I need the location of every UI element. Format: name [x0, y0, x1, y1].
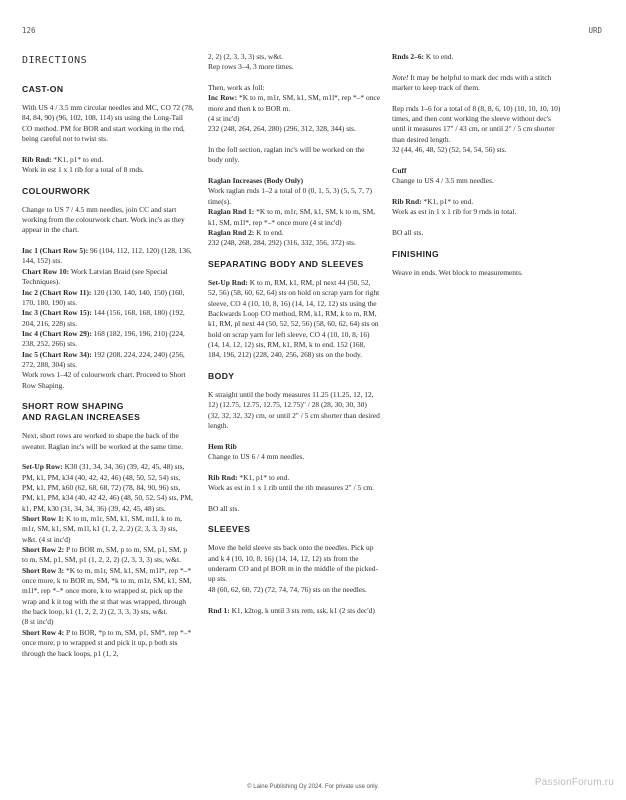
instruction-text: P to BOR m, SM, p to m, SM, p1, SM, p to m, SM, p1, SM, p1 (1, 2, 2, 2) (2, 3, 3, 3) sts, w&t.	[22, 545, 188, 565]
instruction-label: Rnd 1:	[208, 605, 230, 615]
paragraph: Weave in ends. Wet block to measurements.	[392, 267, 523, 277]
instruction-text: K1, k2tog, k until 3 sts rem, ssk, k1 (2 sts dec'd)	[229, 605, 375, 615]
instruction-text: *K1, p1* to end.	[51, 154, 104, 164]
paragraph: K straight until the body measures 11.25 (11.25, 12, 12, 12) (12.75, 12.75, 12.75, 12.75)" / 28 (28, 30, 30, 30) (32, 32, 32, 32) cm, or until 2" / 5 cm shorter than desired length.	[208, 389, 380, 430]
instruction-line	[392, 52, 564, 62]
instruction-text: *K to m, m1r, SM, k1, SM, k to m, SM, k1, SM, m1l*, rep *–* once more (4 st inc'd)	[208, 207, 376, 227]
note-paragraph	[392, 73, 564, 94]
instruction-label: Inc 3 (Chart Row 15):	[22, 308, 92, 318]
paragraph: Next, short rows are worked to shape the back of the sweater. Raglan inc's will be worked at the same time.	[22, 431, 183, 451]
instruction-label: Short Row 2:	[22, 545, 65, 555]
subsection-title-cuff: Cuff	[392, 165, 407, 175]
instruction-line	[208, 606, 380, 616]
instruction-line	[22, 566, 194, 618]
instruction-label: Set-Up Row:	[22, 462, 63, 472]
column-3	[392, 52, 564, 288]
instruction-line	[22, 350, 194, 371]
instruction-label: Inc 2 (Chart Row 11):	[22, 287, 92, 297]
note-label: Note!	[392, 72, 409, 82]
paragraph: Work raglan rnds 1–2 a total of 0 (0, 1, 5, 3) (5, 5, 7, 7) time(s).	[208, 186, 373, 206]
instruction-text: 144 (156, 168, 168, 180) (192, 204, 216, 228) sts.	[22, 308, 185, 328]
instruction-label: Short Row 4:	[22, 627, 65, 637]
section-heading-sleeves: SLEEVES	[208, 524, 251, 535]
instruction-line	[392, 197, 564, 207]
brand-name: URD	[588, 26, 602, 35]
instruction-label: Inc 1 (Chart Row 5):	[22, 246, 89, 256]
paragraph: In the foll section, raglan inc's will be worked on the body only.	[208, 145, 365, 165]
subsection-title-hem-rib: Hem Rib	[208, 441, 237, 451]
instruction-label: Raglan Rnd 2:	[208, 227, 255, 237]
instruction-text: 120 (130, 140, 140, 150) (160, 170, 180, 190) sts.	[22, 287, 185, 307]
instruction-line	[22, 462, 194, 514]
instruction-text: *K1, p1* to end.	[237, 472, 290, 482]
paragraph: BO all sts.	[392, 227, 424, 237]
paragraph: 2, 2) (2, 3, 3, 3) sts, w&t. Rep rows 3–4, 3 more times.	[208, 52, 294, 72]
instruction-line	[22, 267, 194, 288]
section-heading-cast-on: CAST-ON	[22, 84, 64, 94]
page-number: 126	[22, 26, 36, 35]
section-heading-finishing: FINISHING	[392, 248, 440, 259]
column-2	[208, 52, 380, 626]
instruction-text: *K1, p1* to end.	[421, 196, 474, 206]
instruction-label: Rib Rnd:	[392, 196, 422, 206]
instruction-text: K to m, m1r, SM, k1, SM, m1l, k to m, m1r, SM, k1, SM, m1l, k1 (1, 2, 2, 2) (2, 3, 3, 3) sts, w&t. (4 st inc'd)	[22, 514, 183, 544]
instruction-label: Raglan Rnd 1:	[208, 207, 255, 217]
watermark: PassionForum.ru	[534, 777, 614, 788]
instruction-label: Short Row 3:	[22, 565, 65, 575]
instruction-label: Short Row 1:	[22, 514, 65, 524]
instruction-label: Rib Rnd:	[208, 472, 238, 482]
paragraph: BO all sts.	[208, 503, 240, 513]
instruction-text: 168 (182, 196, 196, 210) (224, 238, 252, 266) sts.	[22, 328, 185, 349]
instruction-line	[22, 514, 194, 545]
heading-line: AND RAGLAN INCREASES	[22, 412, 141, 423]
instruction-line	[22, 628, 194, 659]
paragraph: Rep rnds 1–6 for a total of 8 (8, 8, 6, 10) (10, 10, 10, 10) times, and then cont working the sleeve without dec's until it measures 17" / 43 cm, or until 2" / 5 cm shorter than desired length. 32 (44, 46, 48, 52) (52, 54, 54, 56) sts.	[392, 103, 561, 155]
instruction-line	[22, 288, 194, 309]
copyright-footer: © Laine Publishing Oy 2024. For private use only.	[247, 784, 379, 790]
section-heading-short-row	[22, 401, 194, 423]
paragraph: 232 (248, 268, 284, 292) (316, 332, 356, 372) sts.	[208, 238, 356, 248]
column-1	[22, 78, 194, 659]
instruction-line	[22, 246, 194, 267]
instruction-text: *K to m, m1r, SM, k1, SM, m1l*, rep *–* once more, k to BOR m, SM, *k to m, m1r, SM, k1, SM, m1l*, rep *–* once more, k to wrapped st, pick up the wrap and k it tog with the st that was wrapped, through the back loop, k1 (1, 2, 2, 2) (2, 3, 3, 3) sts, w&t.	[22, 565, 192, 617]
instruction-line	[208, 278, 380, 361]
paragraph: Change to US 6 / 4 mm needles.	[208, 452, 305, 462]
instruction-line	[208, 93, 380, 114]
instruction-label: Inc 4 (Chart Row 29):	[22, 328, 92, 338]
instruction-text: 96 (104, 112, 112, 120) (128, 136, 144, 152) sts.	[22, 246, 192, 266]
section-heading-colourwork: COLOURWORK	[22, 185, 91, 196]
instruction-text: K to m, RM, k1, RM, pl next 44 (50, 52, 52, 56) (58, 60, 62, 64) sts on hold on scrap yarn for right sleeve, CO 4 (10, 10, 8, 16) (14, 14, 12, 12) sts using the Backwards Loop CO method, RM, k1, RM, k to m, RM, k1, RM, pl next 44 (50, 52, 52, 56) (58, 60, 62, 64) sts on hold on scrap yarn for left sleeve, CO 4 (10, 10, 8, 16) (14, 14, 12, 12) sts, RM, k1, RM, k to end. 152 (168, 184, 196, 212) (228, 240, 256, 268) sts on the body.	[208, 277, 380, 360]
instruction-line	[208, 228, 380, 238]
instruction-label: Inc 5 (Chart Row 34):	[22, 349, 92, 359]
instruction-label: Chart Row 10:	[22, 266, 70, 276]
instruction-text: 192 (208, 224, 224, 240) (256, 272, 288, 304) sts.	[22, 349, 185, 369]
paragraph: Work as est in 1 x 1 rib for 9 rnds in total.	[392, 207, 517, 217]
paragraph: Work in est 1 x 1 rib for a total of 8 rnds.	[22, 165, 144, 175]
instruction-text: K to end.	[424, 52, 454, 61]
instruction-text: K30 (31, 34, 34, 36) (39, 42, 45, 48) sts, PM, k1, PM, k34 (40, 42, 42, 46) (48, 50, 52, 54) sts, PM, k1, PM, k60 (62, 68, 68, 72) (78, 84, 90, 96) sts, PM, k1, PM, k34 (40, 42 42, 46) (48, 50, 52, 54) sts, PM, k1, PM, k30 (31, 34, 34, 36) (39, 42, 45, 48) sts.	[22, 462, 193, 513]
paragraph: Change to US 4 / 3.5 mm needles.	[392, 176, 494, 186]
paragraph: Work as est in 1 x 1 rib until the rib measures 2" / 5 cm.	[208, 483, 375, 493]
instruction-line	[208, 473, 380, 483]
subsection-title-raglan: Raglan Increases (Body Only)	[208, 176, 304, 186]
instruction-label: Set-Up Rnd:	[208, 277, 248, 287]
section-heading-separating: SEPARATING BODY AND SLEEVES	[208, 258, 364, 269]
instruction-line	[22, 545, 194, 566]
paragraph: With US 4 / 3.5 mm circular needles and MC, CO 72 (78, 84, 84, 90) (96, 102, 108, 114) sts using the Long-Tail CO method. PM for BOR and start working in the rnd, being careful not to twist sts.	[22, 103, 194, 144]
heading-line: SHORT ROW SHAPING	[22, 401, 124, 412]
instruction-text: K to end.	[254, 227, 284, 237]
instruction-line	[22, 155, 194, 165]
note-text: It may be helpful to mark dec rnds with a stitch marker to keep track of them.	[392, 72, 552, 93]
instruction-line	[22, 329, 194, 350]
instruction-label: Rib Rnd:	[22, 154, 52, 164]
instruction-text: P to BOR, *p to m, SM, p1, SM*, rep *–* once more, p to wrapped st and pick it up, p both sts through the back loops, p1 (1, 2,	[22, 627, 192, 658]
instruction-line	[208, 207, 380, 228]
instruction-text: Work Latvian Braid (see Special Techniques).	[22, 266, 168, 287]
section-heading-body: BODY	[208, 370, 235, 381]
page-title: DIRECTIONS	[22, 55, 88, 66]
instruction-line	[22, 308, 194, 329]
paragraph: Move the held sleeve sts back onto the needles. Pick up and k 4 (10, 10, 8, 16) (14, 14, 12, 12) sts from the underarm CO and pl BOR m in the middle of the picked-up sts. 48 (60, 62, 60, 72) (72, 74, 74, 76) sts on the needles.	[208, 543, 378, 594]
paragraph: Change to US 7 / 4.5 mm needles, join CC and start working from the colourwork chart. Work inc's as they appear in the chart.	[22, 204, 185, 235]
paragraph: Work rows 1–42 of colourwork chart. Proceed to Short Row Shaping.	[22, 370, 186, 390]
instruction-label: Inc Row:	[208, 93, 238, 103]
instruction-text: *K to m, m1r, SM, k1, SM, m1l*, rep *–* once more and then k to BOR m.	[208, 93, 381, 113]
paragraph: (4 st inc'd) 232 (248, 264, 264, 280) (296, 312, 328, 344) sts.	[208, 114, 356, 134]
paragraph: (8 st inc'd)	[22, 617, 54, 627]
instruction-label: Rnds 2–6:	[392, 52, 425, 61]
paragraph: Then, work as foll:	[208, 83, 265, 93]
